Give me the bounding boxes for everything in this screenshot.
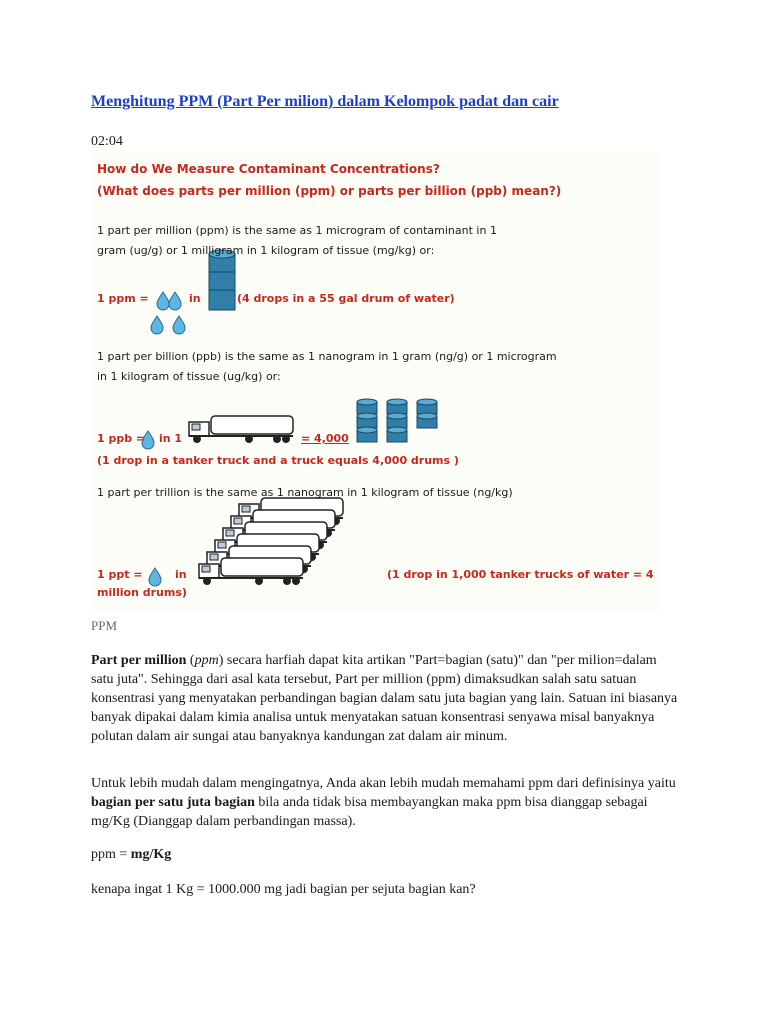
formula-right: mg/Kg [130,847,172,862]
ppm-in: in [189,292,201,305]
ppb-definition-2: in 1 kilogram of tissue (ug/kg) or: [97,370,281,383]
closing-line: kenapa ingat 1 Kg = 1000.000 mg jadi bagian per sejuta bagian kan? [91,882,476,897]
ppt-equation: 1 ppt = [97,568,143,581]
ppt-note-2: million drums) [97,586,187,599]
drum-stacks-icon [357,399,437,442]
article-title-link[interactable]: Menghitung PPM (Part Per milion) dalam Kelompok padat dan cair [91,93,559,110]
drops-icon [151,292,185,334]
remember-text-1: Untuk lebih mudah dalam mengingatnya, Anda akan lebih mudah memahami ppm dari definisinya yaitu [91,776,676,791]
term-italic: ppm [194,653,219,668]
figure-heading-1: How do We Measure Contaminant Concentrations? [97,162,440,176]
paragraph-remember [91,774,681,831]
ppb-equation: 1 ppb = [97,432,146,445]
remember-bold: bagian per satu juta bagian [91,795,255,810]
remember-text-2: bila anda tidak bisa membayangkan maka ppm bisa dianggap sebagai mg/Kg (Dianggap dalam perbandingan massa). [91,795,648,829]
ppb-in: in 1 [159,432,183,445]
formula-line [91,845,681,864]
ppm-definition-1: 1 part per million (ppm) is the same as 1 microgram of contaminant in 1 [97,224,497,237]
ppm-illustration [91,152,659,610]
ppm-note: (4 drops in a 55 gal drum of water) [237,292,455,305]
figure-heading-2: (What does parts per million (ppm) or parts per billion (ppb) mean?) [97,184,562,198]
definition-text: ) secara harfiah dapat kita artikan "Part=bagian (satu)" dan "per milion=dalam satu juta". Sehingga dari asal kata tersebut, Part per million (ppm) dimaksudkan salah satu satuan konsentrasi yang menyatakan perbandingan bagian dalam satu juta bagian yang lain. Satuan ini biasanya banyak dipakai dalam kimia analisa untuk menyatakan satuan konsentrasi senyawa misal banyaknya polutan dalam air sungai atau banyaknya kandungan zat dalam air minum. [91,653,678,744]
tanker-truck-icon [189,416,293,443]
ppb-note: (1 drop in a tanker truck and a truck equals 4,000 drums ) [97,454,459,467]
ppb-definition-1: 1 part per billion (ppb) is the same as 1 nanogram in 1 gram (ng/g) or 1 microgram [97,350,557,363]
tanker-trucks-icon [199,498,343,585]
ppt-definition: 1 part per trillion is the same as 1 nanogram in 1 kilogram of tissue (ng/kg) [97,486,513,499]
paren-open: ( [186,653,195,668]
ppb-equals: = 4,000 [301,432,349,445]
drum-icon [209,250,235,310]
post-time: 02:04 [91,134,123,149]
ppm-definition-2: gram (ug/g) or 1 milligram in 1 kilogram of tissue (mg/kg) or: [97,244,435,257]
paragraph-definition [91,651,681,746]
drop-icon-ppt [149,568,161,586]
ppm-equation: 1 ppm = [97,292,149,305]
ppt-note: (1 drop in 1,000 tanker trucks of water = 4 [387,568,654,581]
formula-left: ppm = [91,847,131,862]
ppt-in: in [175,568,187,581]
term-bold: Part per million [91,653,187,668]
figure-caption: PPM [91,618,118,633]
